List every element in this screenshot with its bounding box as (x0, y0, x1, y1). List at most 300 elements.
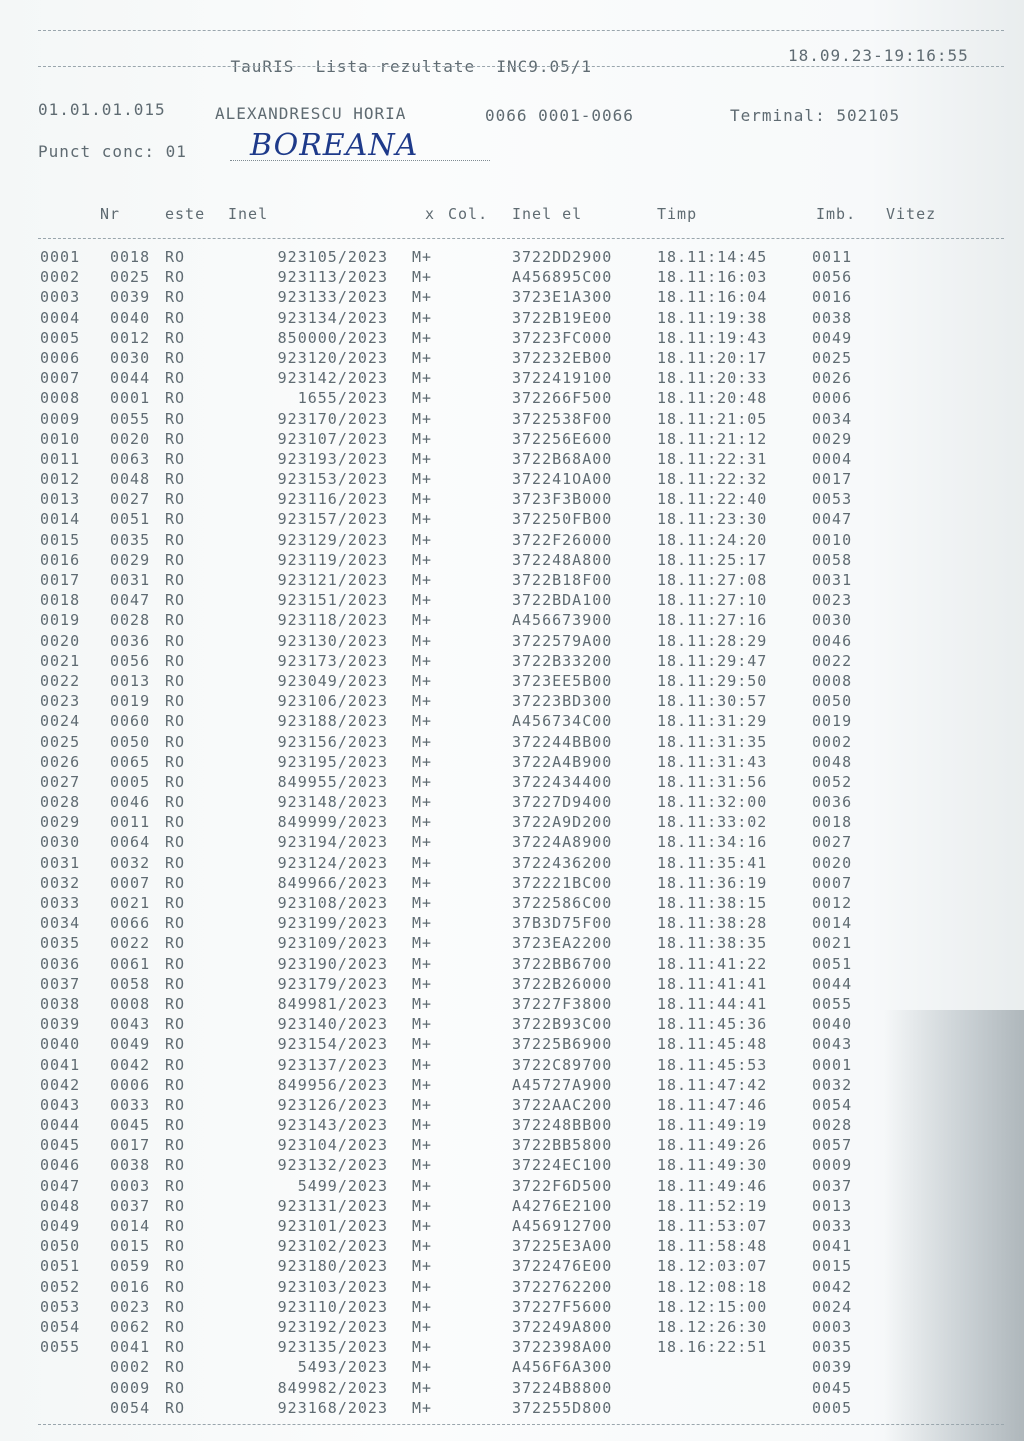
cell-imb: 0054 (812, 1095, 853, 1114)
cell-pos: 0036 (40, 954, 81, 973)
cell-ro: RO (165, 550, 186, 569)
terminal-label: Terminal: (730, 106, 826, 125)
cell-chip: A4276E2100 (512, 1196, 613, 1215)
cell-cat: M+ (412, 1277, 433, 1296)
cell-time: 18.11:33:02 (657, 813, 768, 832)
cell-cat: M+ (412, 772, 433, 791)
table-row (0, 1056, 1024, 1076)
cell-ring: 923105/2023 (277, 248, 388, 266)
cell-cat: M+ (412, 833, 433, 852)
cell-pos: 0048 (40, 1196, 81, 1215)
cell-time: 18.11:28:29 (657, 631, 768, 650)
table-row (0, 1379, 1024, 1399)
cell-imb: 0012 (812, 894, 853, 912)
cell-imb: 0013 (812, 1196, 853, 1215)
cell-ring: 923134/2023 (277, 308, 388, 327)
cell-ring: 1655/2023 (297, 389, 388, 408)
app-name: TauRIS (230, 57, 295, 76)
cell-nr: 0040 (110, 308, 151, 327)
cell-cat: M+ (412, 389, 433, 408)
cell-chip: 372248A800 (512, 550, 613, 569)
cell-imb: 0001 (812, 1055, 853, 1074)
cell-imb: 0039 (812, 1358, 853, 1377)
cell-cat: M+ (412, 894, 433, 912)
cell-cat: M+ (412, 974, 433, 993)
cell-ring: 923157/2023 (277, 510, 388, 529)
cell-chip: 372249A800 (512, 1317, 613, 1336)
cell-chip: 3722BDA100 (512, 591, 613, 610)
cell-cat: M+ (412, 550, 433, 569)
cell-ro: RO (165, 1136, 186, 1155)
cell-ring: 923194/2023 (277, 833, 388, 852)
cell-imb: 0057 (812, 1136, 853, 1155)
cell-ro: RO (165, 389, 186, 408)
cell-ring: 923121/2023 (277, 571, 388, 589)
cell-imb: 0044 (812, 974, 853, 993)
cell-ring: 849982/2023 (277, 1378, 388, 1397)
cell-pos: 0046 (40, 1156, 81, 1175)
cell-imb: 0016 (812, 288, 853, 307)
cell-chip: A456734C00 (512, 712, 613, 731)
cell-pos: 0010 (40, 429, 81, 448)
cell-pos: 0015 (40, 530, 81, 549)
table-row (0, 1035, 1024, 1055)
cell-chip: 3722538F00 (512, 409, 613, 428)
cell-nr: 0035 (110, 530, 151, 549)
cell-cat: M+ (412, 671, 433, 690)
cell-pos: 0005 (40, 328, 81, 347)
cell-ring: 923107/2023 (277, 429, 388, 448)
cell-cat: M+ (412, 1398, 433, 1417)
cell-chip: 372241OA00 (512, 470, 613, 489)
cell-nr: 0037 (110, 1196, 151, 1215)
cell-time: 18.11:29:50 (657, 671, 768, 690)
cell-chip: 372255D800 (512, 1398, 613, 1417)
cell-nr: 0049 (110, 1035, 151, 1054)
cell-imb: 0003 (812, 1317, 853, 1336)
cell-time: 18.11:22:40 (657, 490, 768, 509)
cell-ring: 849981/2023 (277, 994, 388, 1013)
cell-ring: 923195/2023 (277, 752, 388, 771)
cell-pos: 0007 (40, 369, 81, 388)
cell-chip: 3722BB5800 (512, 1136, 613, 1155)
pigeon-counts: 0066 0001-0066 (485, 106, 634, 125)
cell-ro: RO (165, 1055, 186, 1074)
cell-imb: 0036 (812, 793, 853, 812)
cell-chip: 3722B68A00 (512, 449, 613, 468)
cell-chip: 3723EA2200 (512, 934, 613, 953)
cell-ro: RO (165, 1156, 186, 1175)
table-row (0, 753, 1024, 773)
cell-nr: 0051 (110, 510, 151, 529)
cell-time: 18.11:27:16 (657, 611, 768, 630)
cell-pos: 0040 (40, 1035, 81, 1054)
cell-imb: 0045 (812, 1378, 853, 1397)
cell-cat: M+ (412, 873, 433, 892)
cell-imb: 0006 (812, 389, 853, 408)
cell-time: 18.11:21:05 (657, 409, 768, 428)
cell-pos: 0026 (40, 752, 81, 771)
columns-dashed-rule (38, 238, 1004, 239)
cell-cat: M+ (412, 1015, 433, 1034)
cell-time: 18.12:03:07 (657, 1257, 768, 1276)
cell-chip: 37224B8800 (512, 1378, 613, 1397)
cell-chip: 372221BC00 (512, 873, 613, 892)
cell-pos: 0004 (40, 308, 81, 327)
cell-chip: 3722F26000 (512, 530, 613, 549)
cell-chip: 372248BB00 (512, 1116, 613, 1135)
cell-ro: RO (165, 1257, 186, 1276)
cell-pos: 0050 (40, 1237, 81, 1256)
cell-time: 18.12:15:00 (657, 1297, 768, 1316)
cell-pos: 0030 (40, 833, 81, 852)
cell-cat: M+ (412, 732, 433, 751)
cell-pos: 0027 (40, 772, 81, 791)
cell-ring: 923130/2023 (277, 631, 388, 650)
cell-chip: 372244BB00 (512, 732, 613, 751)
cell-ring: 923193/2023 (277, 449, 388, 468)
table-row (0, 531, 1024, 551)
col-nr: Nr (100, 205, 121, 223)
cell-cat: M+ (412, 248, 433, 266)
list-title: Lista rezultate (315, 57, 476, 76)
cell-ring: 923104/2023 (277, 1136, 388, 1155)
cell-time: 18.11:19:43 (657, 328, 768, 347)
cell-chip: 3722B26000 (512, 974, 613, 993)
col-imb: Imb. (816, 205, 857, 223)
cell-cat: M+ (412, 934, 433, 953)
cell-cat: M+ (412, 752, 433, 771)
cell-pos: 0051 (40, 1257, 81, 1276)
cell-ring: 923124/2023 (277, 853, 388, 872)
cell-ring: 850000/2023 (277, 328, 388, 347)
cell-time: 18.11:34:16 (657, 833, 768, 852)
cell-chip: 372256E600 (512, 429, 613, 448)
cell-nr: 0001 (110, 389, 151, 408)
cell-imb: 0019 (812, 712, 853, 731)
cell-nr: 0050 (110, 732, 151, 751)
cell-ro: RO (165, 369, 186, 388)
cell-chip: 3723EE5B00 (512, 671, 613, 690)
cell-cat: M+ (412, 692, 433, 711)
cell-ring: 923131/2023 (277, 1196, 388, 1215)
cell-pos: 0042 (40, 1075, 81, 1094)
cell-pos: 0029 (40, 813, 81, 832)
cell-imb: 0032 (812, 1075, 853, 1094)
cell-imb: 0041 (812, 1237, 853, 1256)
cell-imb: 0011 (812, 248, 853, 266)
table-row (0, 914, 1024, 934)
cell-time: 18.11:38:35 (657, 934, 768, 953)
cell-nr: 0013 (110, 671, 151, 690)
cell-nr: 0044 (110, 369, 151, 388)
cell-time: 18.11:29:47 (657, 651, 768, 670)
cell-ring: 923168/2023 (277, 1398, 388, 1417)
cell-pos: 0011 (40, 449, 81, 468)
cell-pos: 0021 (40, 651, 81, 670)
cell-cat: M+ (412, 1035, 433, 1054)
cell-cat: M+ (412, 813, 433, 832)
cell-ring: 923140/2023 (277, 1015, 388, 1034)
cell-time: 18.11:35:41 (657, 853, 768, 872)
cell-chip: 37227D9400 (512, 793, 613, 812)
cell-nr: 0011 (110, 813, 151, 832)
cell-cat: M+ (412, 1257, 433, 1276)
cell-imb: 0008 (812, 671, 853, 690)
table-row (0, 1298, 1024, 1318)
cell-nr: 0047 (110, 591, 151, 610)
cell-cat: M+ (412, 449, 433, 468)
cell-cat: M+ (412, 1196, 433, 1215)
cell-chip: 3722398A00 (512, 1338, 613, 1357)
cell-pos: 0018 (40, 591, 81, 610)
cell-chip: 3722434400 (512, 772, 613, 791)
cell-pos: 0012 (40, 470, 81, 489)
cell-chip: A456912700 (512, 1217, 613, 1235)
cell-cat: M+ (412, 571, 433, 589)
cell-ring: 923132/2023 (277, 1156, 388, 1175)
cell-nr: 0017 (110, 1136, 151, 1155)
cell-ro: RO (165, 1116, 186, 1135)
header-dashed-rule (38, 66, 1004, 67)
cell-imb: 0026 (812, 369, 853, 388)
cell-cat: M+ (412, 1156, 433, 1175)
bottom-dashed-rule (38, 1424, 1004, 1425)
cell-time: 18.11:20:33 (657, 369, 768, 388)
cell-ro: RO (165, 248, 186, 266)
cell-imb: 0027 (812, 833, 853, 852)
cell-time: 18.11:22:31 (657, 449, 768, 468)
cell-chip: A456F6A300 (512, 1358, 613, 1377)
terminal-value: 502105 (836, 106, 901, 125)
cell-pos: 0025 (40, 732, 81, 751)
cell-time: 18.11:31:56 (657, 772, 768, 791)
cell-imb: 0050 (812, 692, 853, 711)
table-row (0, 854, 1024, 874)
cell-ro: RO (165, 1338, 186, 1357)
col-x: x (425, 205, 436, 223)
table-row (0, 934, 1024, 954)
cell-time: 18.11:41:41 (657, 974, 768, 993)
cell-cat: M+ (412, 631, 433, 650)
cell-pos: 0033 (40, 894, 81, 912)
table-row (0, 632, 1024, 652)
cell-imb: 0022 (812, 651, 853, 670)
cell-ring: 923120/2023 (277, 348, 388, 367)
cell-ro: RO (165, 1317, 186, 1336)
cell-ro: RO (165, 732, 186, 751)
cell-imb: 0010 (812, 530, 853, 549)
terminal-info (730, 106, 900, 125)
cell-ring: 923118/2023 (277, 611, 388, 630)
table-row (0, 975, 1024, 995)
cell-cat: M+ (412, 510, 433, 529)
cell-nr: 0018 (110, 248, 151, 266)
cell-ring: 923153/2023 (277, 470, 388, 489)
cell-time: 18.11:45:36 (657, 1015, 768, 1034)
cell-ro: RO (165, 449, 186, 468)
cell-ro: RO (165, 1358, 186, 1377)
cell-chip: 37223FC000 (512, 328, 613, 347)
cell-ro: RO (165, 1217, 186, 1235)
cell-ring: 923137/2023 (277, 1055, 388, 1074)
cell-imb: 0020 (812, 853, 853, 872)
cell-ring: 923116/2023 (277, 490, 388, 509)
cell-ro: RO (165, 1176, 186, 1195)
cell-nr: 0048 (110, 470, 151, 489)
cell-nr: 0002 (110, 1358, 151, 1377)
cell-nr: 0038 (110, 1156, 151, 1175)
cell-ro: RO (165, 490, 186, 509)
cell-pos: 0054 (40, 1317, 81, 1336)
cell-ro: RO (165, 1095, 186, 1114)
cell-time: 18.12:26:30 (657, 1317, 768, 1336)
cell-cat: M+ (412, 348, 433, 367)
cell-ring: 923179/2023 (277, 974, 388, 993)
cell-chip: 3722B33200 (512, 651, 613, 670)
table-row (0, 1156, 1024, 1176)
cell-time: 18.11:49:19 (657, 1116, 768, 1135)
cell-pos: 0039 (40, 1015, 81, 1034)
cell-ring: 923148/2023 (277, 793, 388, 812)
cell-cat: M+ (412, 1338, 433, 1357)
cell-cat: M+ (412, 1095, 433, 1114)
cell-cat: M+ (412, 954, 433, 973)
cell-imb: 0052 (812, 772, 853, 791)
cell-ring: 923154/2023 (277, 1035, 388, 1054)
cell-imb: 0002 (812, 732, 853, 751)
cell-ro: RO (165, 470, 186, 489)
cell-nr: 0060 (110, 712, 151, 731)
cell-imb: 0030 (812, 611, 853, 630)
cell-nr: 0008 (110, 994, 151, 1013)
cell-time: 18.11:49:46 (657, 1176, 768, 1195)
cell-time: 18.11:52:19 (657, 1196, 768, 1215)
cell-chip: 3722B19E00 (512, 308, 613, 327)
cell-ring: 923109/2023 (277, 934, 388, 953)
cell-chip: 3722586C00 (512, 894, 613, 912)
cell-pos: 0001 (40, 248, 81, 266)
cell-ring: 923151/2023 (277, 591, 388, 610)
table-row (0, 1136, 1024, 1156)
cell-ro: RO (165, 409, 186, 428)
top-dashed-rule (38, 30, 1004, 31)
cell-cat: M+ (412, 1136, 433, 1155)
cell-ring: 923101/2023 (277, 1217, 388, 1235)
cell-imb: 0024 (812, 1297, 853, 1316)
cell-pos: 0047 (40, 1176, 81, 1195)
cell-cat: M+ (412, 288, 433, 307)
cell-ring: 849956/2023 (277, 1075, 388, 1094)
cell-time: 18.11:25:17 (657, 550, 768, 569)
table-row (0, 389, 1024, 409)
cell-time: 18.11:20:17 (657, 348, 768, 367)
cell-pos: 0002 (40, 268, 81, 287)
cell-pos: 0023 (40, 692, 81, 711)
cell-nr: 0062 (110, 1317, 151, 1336)
cell-chip: 3722476E00 (512, 1257, 613, 1276)
cell-chip: 3722436200 (512, 853, 613, 872)
table-row (0, 712, 1024, 732)
cell-ring: 923170/2023 (277, 409, 388, 428)
cell-cat: M+ (412, 853, 433, 872)
cell-cat: M+ (412, 1075, 433, 1094)
cell-pos: 0028 (40, 793, 81, 812)
cell-chip: 3722B18F00 (512, 571, 613, 589)
punct-conc (38, 142, 187, 161)
table-row (0, 955, 1024, 975)
cell-chip: A45727A900 (512, 1075, 613, 1094)
cell-time: 18.11:16:04 (657, 288, 768, 307)
contest-code: INC9.05/1 (496, 57, 593, 76)
cell-ro: RO (165, 308, 186, 327)
cell-time: 18.11:19:38 (657, 308, 768, 327)
cell-imb: 0031 (812, 571, 853, 589)
cell-imb: 0037 (812, 1176, 853, 1195)
cell-time: 18.11:27:10 (657, 591, 768, 610)
cell-chip: 3722BB6700 (512, 954, 613, 973)
cell-time: 18.11:20:48 (657, 389, 768, 408)
table-row (0, 349, 1024, 369)
cell-pos: 0003 (40, 288, 81, 307)
cell-pos: 0034 (40, 914, 81, 933)
cell-pos: 0016 (40, 550, 81, 569)
table-row (0, 571, 1024, 591)
cell-nr: 0042 (110, 1055, 151, 1074)
cell-nr: 0031 (110, 571, 151, 589)
cell-chip: 3722A9D200 (512, 813, 613, 832)
cell-ring: 849966/2023 (277, 873, 388, 892)
cell-time: 18.11:36:19 (657, 873, 768, 892)
cell-ro: RO (165, 772, 186, 791)
cell-imb: 0034 (812, 409, 853, 428)
cell-cat: M+ (412, 591, 433, 610)
cell-nr: 0007 (110, 873, 151, 892)
cell-nr: 0019 (110, 692, 151, 711)
cell-pos: 0014 (40, 510, 81, 529)
cell-imb: 0023 (812, 591, 853, 610)
cell-nr: 0022 (110, 934, 151, 953)
cell-cat: M+ (412, 470, 433, 489)
cell-ro: RO (165, 631, 186, 650)
cell-ro: RO (165, 1196, 186, 1215)
punct-label: Punct conc: (38, 142, 155, 161)
table-row (0, 995, 1024, 1015)
table-row (0, 813, 1024, 833)
cell-pos: 0045 (40, 1136, 81, 1155)
cell-ro: RO (165, 611, 186, 630)
cell-cat: M+ (412, 409, 433, 428)
table-row (0, 1015, 1024, 1035)
cell-pos: 0052 (40, 1277, 81, 1296)
cell-imb: 0042 (812, 1277, 853, 1296)
cell-imb: 0009 (812, 1156, 853, 1175)
cell-nr: 0016 (110, 1277, 151, 1296)
cell-chip: 3722579A00 (512, 631, 613, 650)
cell-cat: M+ (412, 712, 433, 731)
col-inel-el: Inel el (512, 205, 583, 223)
cell-ro: RO (165, 954, 186, 973)
table-row (0, 833, 1024, 853)
cell-ring: 923156/2023 (277, 732, 388, 751)
table-row (0, 329, 1024, 349)
fancier-name: ALEXANDRESCU HORIA (215, 104, 407, 123)
cell-time: 18.11:22:32 (657, 470, 768, 489)
cell-imb: 0049 (812, 328, 853, 347)
cell-chip: 3723E1A300 (512, 288, 613, 307)
cell-nr: 0023 (110, 1297, 151, 1316)
cell-pos: 0009 (40, 409, 81, 428)
